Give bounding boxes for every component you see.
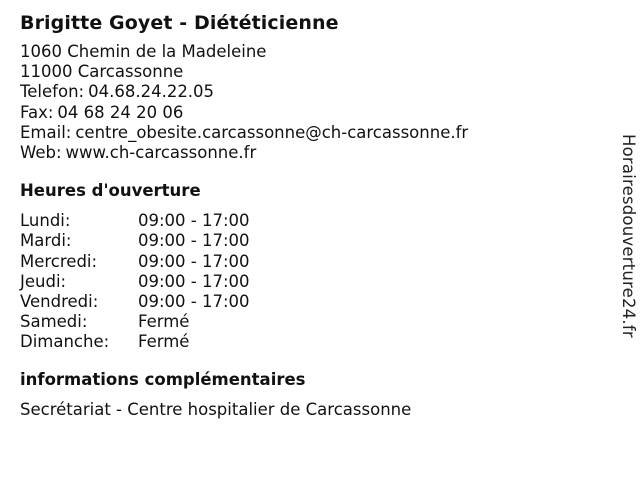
email-line — [20, 123, 600, 143]
web-link[interactable]: www.ch-carcassonne.fr — [65, 143, 257, 163]
address-line-2: 11000 Carcassonne — [20, 62, 184, 82]
day-time: 09:00 - 17:00 — [138, 231, 250, 251]
hours-row — [20, 272, 600, 292]
day-time: Fermé — [138, 332, 190, 352]
hours-row — [20, 332, 600, 352]
site-watermark: Horairesdouverture24.fr — [619, 134, 638, 338]
business-title: Brigitte Goyet - Diététicienne — [20, 12, 339, 34]
business-card — [20, 10, 600, 420]
phone-label: Telefon: — [20, 82, 85, 102]
day-label: Mercredi: — [20, 251, 98, 271]
day-label: Jeudi: — [20, 271, 67, 291]
fax-line — [20, 103, 600, 123]
hours-row — [20, 292, 600, 312]
day-time: 09:00 - 17:00 — [138, 271, 250, 291]
hours-row — [20, 211, 600, 231]
day-label: Vendredi: — [20, 292, 99, 312]
day-label: Dimanche: — [20, 332, 110, 352]
day-time: Fermé — [138, 312, 190, 332]
day-time: 09:00 - 17:00 — [138, 211, 250, 231]
day-time: 09:00 - 17:00 — [138, 251, 250, 271]
info-text: Secrétariat - Centre hospitalier de Carcassonne — [20, 399, 412, 419]
hours-list — [20, 211, 600, 352]
hours-row — [20, 231, 600, 251]
phone-number[interactable]: 04.68.24.22.05 — [88, 82, 215, 102]
info-heading: informations complémentaires — [20, 369, 306, 389]
day-time: 09:00 - 17:00 — [138, 292, 250, 312]
fax-number: 04 68 24 20 06 — [57, 102, 184, 122]
email-link[interactable]: centre_obesite.carcassonne@ch-carcassonne.fr — [75, 122, 469, 142]
email-label: Email: — [20, 122, 72, 142]
day-label: Lundi: — [20, 211, 71, 231]
address-line-1: 1060 Chemin de la Madeleine — [20, 42, 267, 61]
web-label: Web: — [20, 143, 62, 163]
phone-line — [20, 82, 600, 102]
web-line — [20, 143, 600, 163]
hours-heading: Heures d'ouverture — [20, 181, 201, 201]
day-label: Mardi: — [20, 231, 72, 251]
contact-details — [20, 42, 600, 163]
hours-row — [20, 252, 600, 272]
fax-label: Fax: — [20, 102, 54, 122]
day-label: Samedi: — [20, 312, 88, 332]
hours-row — [20, 312, 600, 332]
